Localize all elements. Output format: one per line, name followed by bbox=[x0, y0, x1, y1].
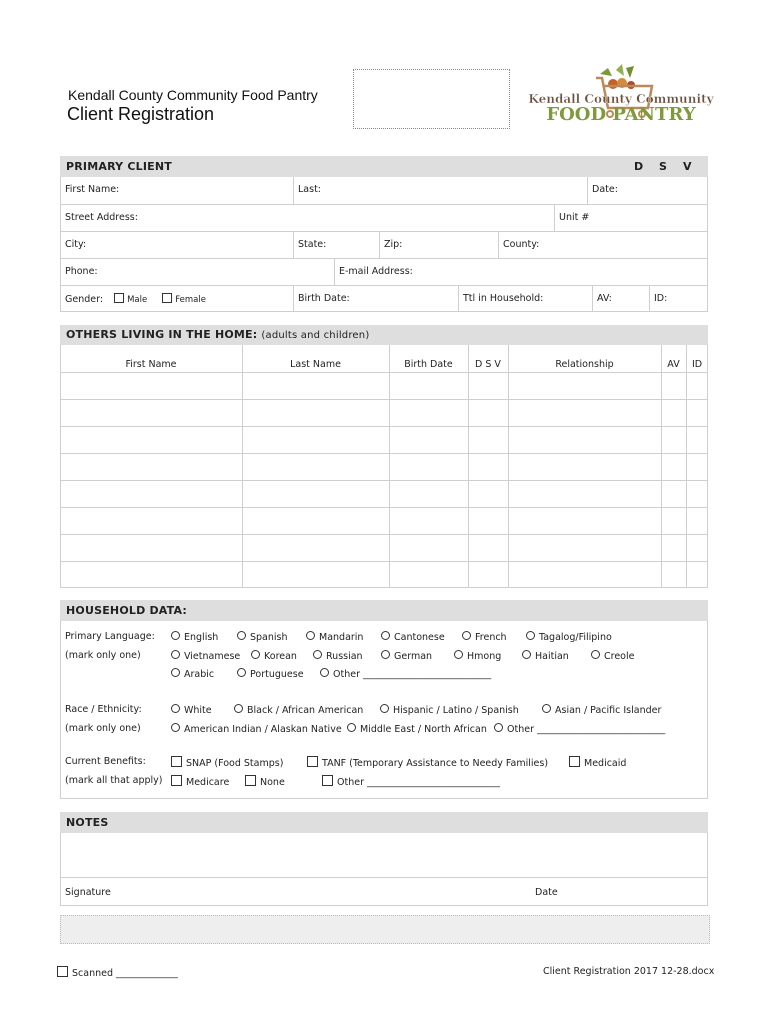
radio-icon bbox=[380, 704, 389, 713]
race-other-label: Other ___________________________ bbox=[507, 724, 666, 735]
table-row[interactable] bbox=[60, 453, 708, 480]
checkbox-icon bbox=[569, 756, 580, 767]
col-relationship: Relationship bbox=[555, 359, 614, 370]
benefit-tanf-label: TANF (Temporary Assistance to Needy Families) bbox=[322, 758, 549, 769]
lang-russian-option[interactable] bbox=[313, 650, 363, 662]
radio-icon bbox=[526, 631, 535, 640]
language-label: Primary Language: bbox=[65, 631, 155, 642]
benefit-none-option[interactable] bbox=[245, 775, 285, 788]
primary-client-title: PRIMARY CLIENT bbox=[66, 160, 172, 173]
city-field[interactable] bbox=[60, 232, 293, 258]
org-name: Kendall County Community Food Pantry bbox=[68, 87, 318, 103]
col-last-name: Last Name bbox=[290, 359, 341, 370]
female-label: Female bbox=[175, 295, 206, 305]
benefit-snap-label: SNAP (Food Stamps) bbox=[186, 758, 284, 769]
av-field[interactable] bbox=[592, 286, 649, 312]
race-middle-east-option[interactable] bbox=[347, 723, 487, 735]
male-label: Male bbox=[127, 295, 148, 305]
lang-vietnamese-label: Vietnamese bbox=[184, 651, 241, 662]
radio-icon bbox=[542, 704, 551, 713]
signature-date-label: Date bbox=[535, 887, 558, 898]
lang-hmong-label: Hmong bbox=[467, 651, 502, 662]
id-label: ID: bbox=[654, 293, 668, 304]
zip-field[interactable] bbox=[379, 232, 498, 258]
race-white-label: White bbox=[184, 705, 212, 716]
household-total-label: Ttl in Household: bbox=[463, 293, 544, 304]
race-black-label: Black / African American bbox=[247, 705, 364, 716]
household-title: HOUSEHOLD DATA: bbox=[66, 604, 188, 617]
unit-field[interactable] bbox=[554, 205, 708, 231]
radio-icon bbox=[234, 704, 243, 713]
race-asian-label: Asian / Pacific Islander bbox=[555, 705, 662, 716]
primary-client-grid bbox=[60, 177, 708, 312]
benefits-note: (mark all that apply) bbox=[65, 775, 163, 786]
race-label: Race / Ethnicity: bbox=[65, 704, 142, 715]
others-title: OTHERS LIVING IN THE HOME: bbox=[66, 328, 258, 341]
radio-icon bbox=[237, 668, 246, 677]
dsv-d: D bbox=[634, 160, 644, 173]
lang-arabic-option[interactable] bbox=[171, 668, 214, 680]
table-row[interactable] bbox=[60, 480, 708, 507]
lang-french-label: French bbox=[475, 632, 507, 643]
state-label: State: bbox=[298, 239, 327, 250]
lang-korean-option[interactable] bbox=[251, 650, 297, 662]
lang-haitian-option[interactable] bbox=[522, 650, 569, 662]
benefit-medicare-option[interactable] bbox=[171, 775, 229, 788]
checkbox-icon bbox=[307, 756, 318, 767]
logo-line2: FOOD PANTRY bbox=[546, 104, 696, 125]
scanned-checkbox-icon bbox=[57, 966, 68, 977]
lang-portuguese-label: Portuguese bbox=[250, 669, 304, 680]
notes-area[interactable] bbox=[60, 833, 708, 878]
street-address-label: Street Address: bbox=[65, 212, 138, 223]
phone-field[interactable] bbox=[60, 259, 334, 285]
birth-date-field[interactable] bbox=[293, 286, 458, 312]
table-row[interactable] bbox=[60, 399, 708, 426]
lang-mandarin-option[interactable] bbox=[306, 631, 363, 643]
last-name-field[interactable] bbox=[293, 177, 587, 204]
benefit-medicaid-option[interactable] bbox=[569, 756, 626, 769]
race-american-indian-option[interactable] bbox=[171, 723, 342, 735]
lang-spanish-label: Spanish bbox=[250, 632, 288, 643]
benefit-other-option[interactable] bbox=[322, 775, 500, 788]
lang-hmong-option[interactable] bbox=[454, 650, 501, 662]
lang-vietnamese-option[interactable] bbox=[171, 650, 240, 662]
checkbox-icon bbox=[171, 756, 182, 767]
lang-english-option[interactable] bbox=[171, 631, 218, 643]
lang-tagalog-label: Tagalog/Filipino bbox=[539, 632, 612, 643]
col-birth-date: Birth Date bbox=[404, 359, 453, 370]
benefit-medicaid-label: Medicaid bbox=[584, 758, 627, 769]
radio-icon bbox=[237, 631, 246, 640]
county-field[interactable] bbox=[498, 232, 708, 258]
radio-icon bbox=[306, 631, 315, 640]
radio-icon bbox=[171, 704, 180, 713]
race-white-option[interactable] bbox=[171, 704, 212, 716]
radio-icon bbox=[171, 723, 180, 732]
lang-french-option[interactable] bbox=[462, 631, 507, 643]
first-name-field[interactable] bbox=[60, 177, 293, 204]
radio-icon bbox=[381, 650, 390, 659]
household-total-field[interactable] bbox=[458, 286, 592, 312]
email-field[interactable] bbox=[334, 259, 708, 285]
city-label: City: bbox=[65, 239, 87, 250]
benefit-medicare-label: Medicare bbox=[186, 777, 230, 788]
zip-label: Zip: bbox=[384, 239, 403, 250]
radio-icon bbox=[591, 650, 600, 659]
lang-english-label: English bbox=[184, 632, 219, 643]
others-header bbox=[60, 325, 708, 345]
radio-icon bbox=[381, 631, 390, 640]
radio-icon bbox=[494, 723, 503, 732]
lang-spanish-option[interactable] bbox=[237, 631, 288, 643]
lang-other-label: Other ___________________________ bbox=[333, 669, 492, 680]
female-checkbox[interactable] bbox=[162, 293, 172, 303]
lang-haitian-label: Haitian bbox=[535, 651, 569, 662]
table-row[interactable] bbox=[60, 534, 708, 561]
lang-cantonese-option[interactable] bbox=[381, 631, 445, 643]
email-label: E-mail Address: bbox=[339, 266, 413, 277]
col-dsv: D S V bbox=[475, 359, 501, 370]
first-name-label: First Name: bbox=[65, 184, 120, 195]
lang-arabic-label: Arabic bbox=[184, 669, 215, 680]
birth-date-label: Birth Date: bbox=[298, 293, 350, 304]
food-pantry-logo bbox=[528, 64, 714, 138]
unit-label: Unit # bbox=[559, 212, 590, 223]
date-field[interactable] bbox=[587, 177, 708, 204]
phone-label: Phone: bbox=[65, 266, 98, 277]
col-first-name: First Name bbox=[125, 359, 177, 370]
signature-label: Signature bbox=[65, 887, 111, 898]
lang-cantonese-label: Cantonese bbox=[394, 632, 445, 643]
lang-korean-label: Korean bbox=[264, 651, 297, 662]
doc-filename: Client Registration 2017 12-28.docx bbox=[543, 966, 715, 977]
lang-german-label: German bbox=[394, 651, 433, 662]
id-field[interactable] bbox=[649, 286, 708, 312]
table-row[interactable] bbox=[60, 426, 708, 453]
household-header bbox=[60, 600, 708, 621]
race-other-option[interactable] bbox=[494, 723, 665, 735]
checkbox-icon bbox=[171, 775, 182, 786]
language-note: (mark only one) bbox=[65, 650, 141, 661]
race-american-indian-label: American Indian / Alaskan Native bbox=[184, 724, 342, 735]
radio-icon bbox=[454, 650, 463, 659]
race-hispanic-option[interactable] bbox=[380, 704, 519, 716]
logo-line1: Kendall County Community bbox=[528, 92, 714, 106]
gender-field bbox=[60, 286, 293, 312]
table-row[interactable] bbox=[60, 561, 708, 588]
col-id: ID bbox=[691, 359, 703, 370]
male-checkbox[interactable] bbox=[114, 293, 124, 303]
others-table bbox=[60, 345, 708, 588]
dsv-s: S bbox=[659, 160, 668, 173]
table-row[interactable] bbox=[60, 507, 708, 534]
benefit-none-label: None bbox=[260, 777, 285, 788]
radio-icon bbox=[347, 723, 356, 732]
lang-creole-label: Creole bbox=[604, 651, 635, 662]
notes-header bbox=[60, 812, 708, 833]
benefit-snap-option[interactable] bbox=[171, 756, 283, 769]
scanned-label: Scanned _____________ bbox=[72, 968, 178, 979]
benefit-other-label: Other ____________________________ bbox=[337, 777, 500, 788]
radio-icon bbox=[313, 650, 322, 659]
radio-icon bbox=[462, 631, 471, 640]
others-subtitle: (adults and children) bbox=[261, 330, 370, 341]
lang-portuguese-option[interactable] bbox=[237, 668, 304, 680]
radio-icon bbox=[320, 668, 329, 677]
scanned-field[interactable] bbox=[57, 966, 178, 979]
radio-icon bbox=[171, 631, 180, 640]
county-label: County: bbox=[503, 239, 540, 250]
form-title: Client Registration bbox=[67, 104, 215, 124]
lang-tagalog-option[interactable] bbox=[526, 631, 612, 643]
lang-russian-label: Russian bbox=[326, 651, 363, 662]
table-row[interactable] bbox=[60, 372, 708, 399]
av-label: AV: bbox=[597, 293, 612, 304]
primary-client-header bbox=[60, 156, 708, 177]
race-middle-east-label: Middle East / North African bbox=[360, 724, 487, 735]
last-name-label: Last: bbox=[298, 184, 321, 195]
lang-other-option[interactable] bbox=[320, 668, 491, 680]
lang-creole-option[interactable] bbox=[591, 650, 634, 662]
benefits-label: Current Benefits: bbox=[65, 756, 146, 767]
radio-icon bbox=[171, 650, 180, 659]
gender-label: Gender: bbox=[65, 294, 104, 305]
race-asian-option[interactable] bbox=[542, 704, 661, 716]
radio-icon bbox=[522, 650, 531, 659]
benefit-tanf-option[interactable] bbox=[307, 756, 548, 769]
checkbox-icon bbox=[245, 775, 256, 786]
col-av: AV bbox=[667, 359, 680, 370]
race-note: (mark only one) bbox=[65, 723, 141, 734]
state-field[interactable] bbox=[293, 232, 379, 258]
dsv-v: V bbox=[683, 160, 692, 173]
notes-title: NOTES bbox=[66, 816, 109, 829]
race-hispanic-label: Hispanic / Latino / Spanish bbox=[393, 705, 519, 716]
street-address-field[interactable] bbox=[60, 205, 554, 231]
lang-mandarin-label: Mandarin bbox=[319, 632, 364, 643]
radio-icon bbox=[171, 668, 180, 677]
office-use-box bbox=[60, 915, 710, 944]
race-black-option[interactable] bbox=[234, 704, 363, 716]
lang-german-option[interactable] bbox=[381, 650, 432, 662]
signature-row bbox=[60, 878, 708, 906]
radio-icon bbox=[251, 650, 260, 659]
checkbox-icon bbox=[322, 775, 333, 786]
date-label: Date: bbox=[592, 184, 618, 195]
photo-box bbox=[353, 69, 510, 129]
